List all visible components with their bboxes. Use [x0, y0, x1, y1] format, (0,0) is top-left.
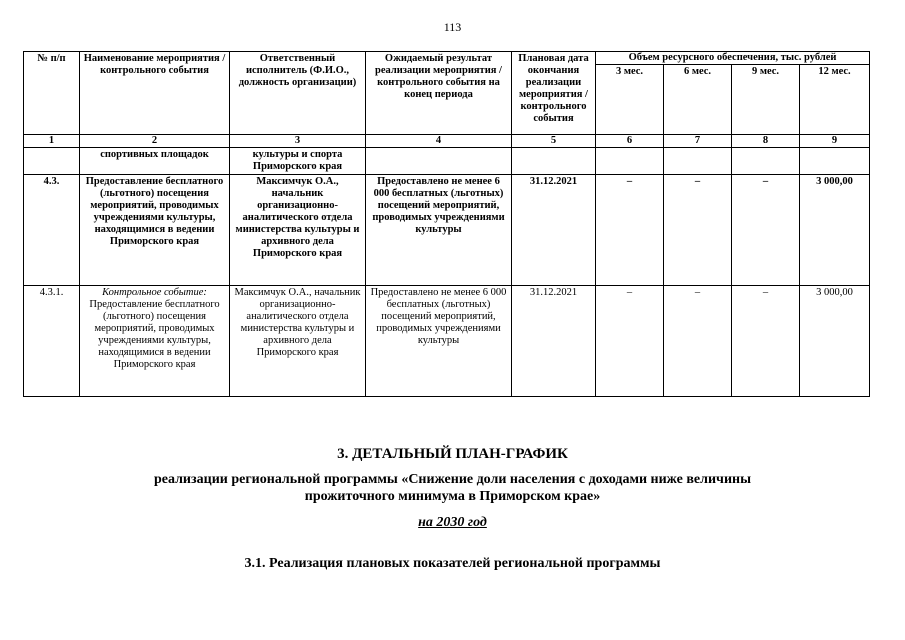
row-name: Предоставление бесплатного (льготного) посещения мероприятий, проводимых учреждениями культуры, находящимися в ведении Приморского края — [80, 175, 230, 286]
row-result: Предоставлено не менее 6 000 бесплатных (льготных) посещений мероприятий, проводимых учреждениями культуры — [366, 286, 512, 397]
column-number: 9 — [800, 135, 870, 148]
header-date: Плановая дата окончания реализации мероприятия / контрольного события — [512, 52, 596, 135]
row-num: 4.3. — [24, 175, 80, 286]
row-9-months: – — [732, 286, 800, 397]
row-6-months — [664, 148, 732, 175]
row-responsible: Максимчук О.А., начальник организационно-аналитического отдела министерства культуры и архивного дела Приморского края — [230, 175, 366, 286]
column-numbers-row — [24, 135, 870, 148]
row-date: 31.12.2021 — [512, 175, 596, 286]
column-number: 8 — [732, 135, 800, 148]
section-subtitle-text: реализации региональной программы «Снижение доли населения с доходами ниже величины прожиточного минимума в Приморском крае» — [153, 472, 752, 504]
plan-table — [23, 51, 870, 397]
table-row — [24, 148, 870, 175]
row-num: 4.3.1. — [24, 286, 80, 397]
header-12-months: 12 мес. — [800, 65, 870, 135]
row-3-months: – — [596, 175, 664, 286]
section-year-text: на 2030 год — [418, 515, 487, 530]
section-title: 3. ДЕТАЛЬНЫЙ ПЛАН-ГРАФИК — [337, 446, 568, 462]
header-resources: Объем ресурсного обеспечения, тыс. рублей — [596, 52, 870, 65]
section-subtitle — [0, 471, 905, 505]
header-6-months: 6 мес. — [664, 65, 732, 135]
header-result: Ожидаемый результат реализации мероприятия / контрольного события на конец периода — [366, 52, 512, 135]
header-3-months: 3 мес. — [596, 65, 664, 135]
row-result: Предоставлено не менее 6 000 бесплатных (льготных) посещений мероприятий, проводимых учреждениями культуры — [366, 175, 512, 286]
page-number: 113 — [443, 20, 462, 34]
row-name-cell — [80, 286, 230, 397]
table-row — [24, 175, 870, 286]
row-name-prefix: Контрольное событие: — [102, 287, 207, 298]
column-number: 4 — [366, 135, 512, 148]
row-3-months — [596, 148, 664, 175]
row-12-months — [800, 148, 870, 175]
row-responsible: Максимчук О.А., начальник организационно-аналитического отдела министерства культуры и архивного дела Приморского края — [230, 286, 366, 397]
row-date: 31.12.2021 — [512, 286, 596, 397]
header-name: Наименование мероприятия / контрольного события — [80, 52, 230, 135]
table-header-row — [24, 52, 870, 65]
row-date — [512, 148, 596, 175]
row-result — [366, 148, 512, 175]
row-6-months: – — [664, 175, 732, 286]
subsection-title: 3.1. Реализация плановых показателей региональной программы — [244, 556, 661, 571]
section-year — [0, 515, 905, 531]
row-12-months: 3 000,00 — [800, 286, 870, 397]
row-9-months: – — [732, 175, 800, 286]
row-responsible: культуры и спорта Приморского края — [230, 148, 366, 175]
header-9-months: 9 мес. — [732, 65, 800, 135]
row-9-months — [732, 148, 800, 175]
table-row — [24, 286, 870, 397]
header-num: № п/п — [24, 52, 80, 135]
column-number: 6 — [596, 135, 664, 148]
column-number: 5 — [512, 135, 596, 148]
column-number: 7 — [664, 135, 732, 148]
row-12-months: 3 000,00 — [800, 175, 870, 286]
row-name: Предоставление бесплатного (льготного) посещения мероприятий, проводимых учреждениями культуры, находящимися в ведении Приморского края — [89, 299, 220, 370]
row-num — [24, 148, 80, 175]
column-number: 2 — [80, 135, 230, 148]
header-responsible: Ответственный исполнитель (Ф.И.О., должность организации) — [230, 52, 366, 135]
column-number: 1 — [24, 135, 80, 148]
row-6-months: – — [664, 286, 732, 397]
row-3-months: – — [596, 286, 664, 397]
row-name: спортивных площадок — [80, 148, 230, 175]
column-number: 3 — [230, 135, 366, 148]
